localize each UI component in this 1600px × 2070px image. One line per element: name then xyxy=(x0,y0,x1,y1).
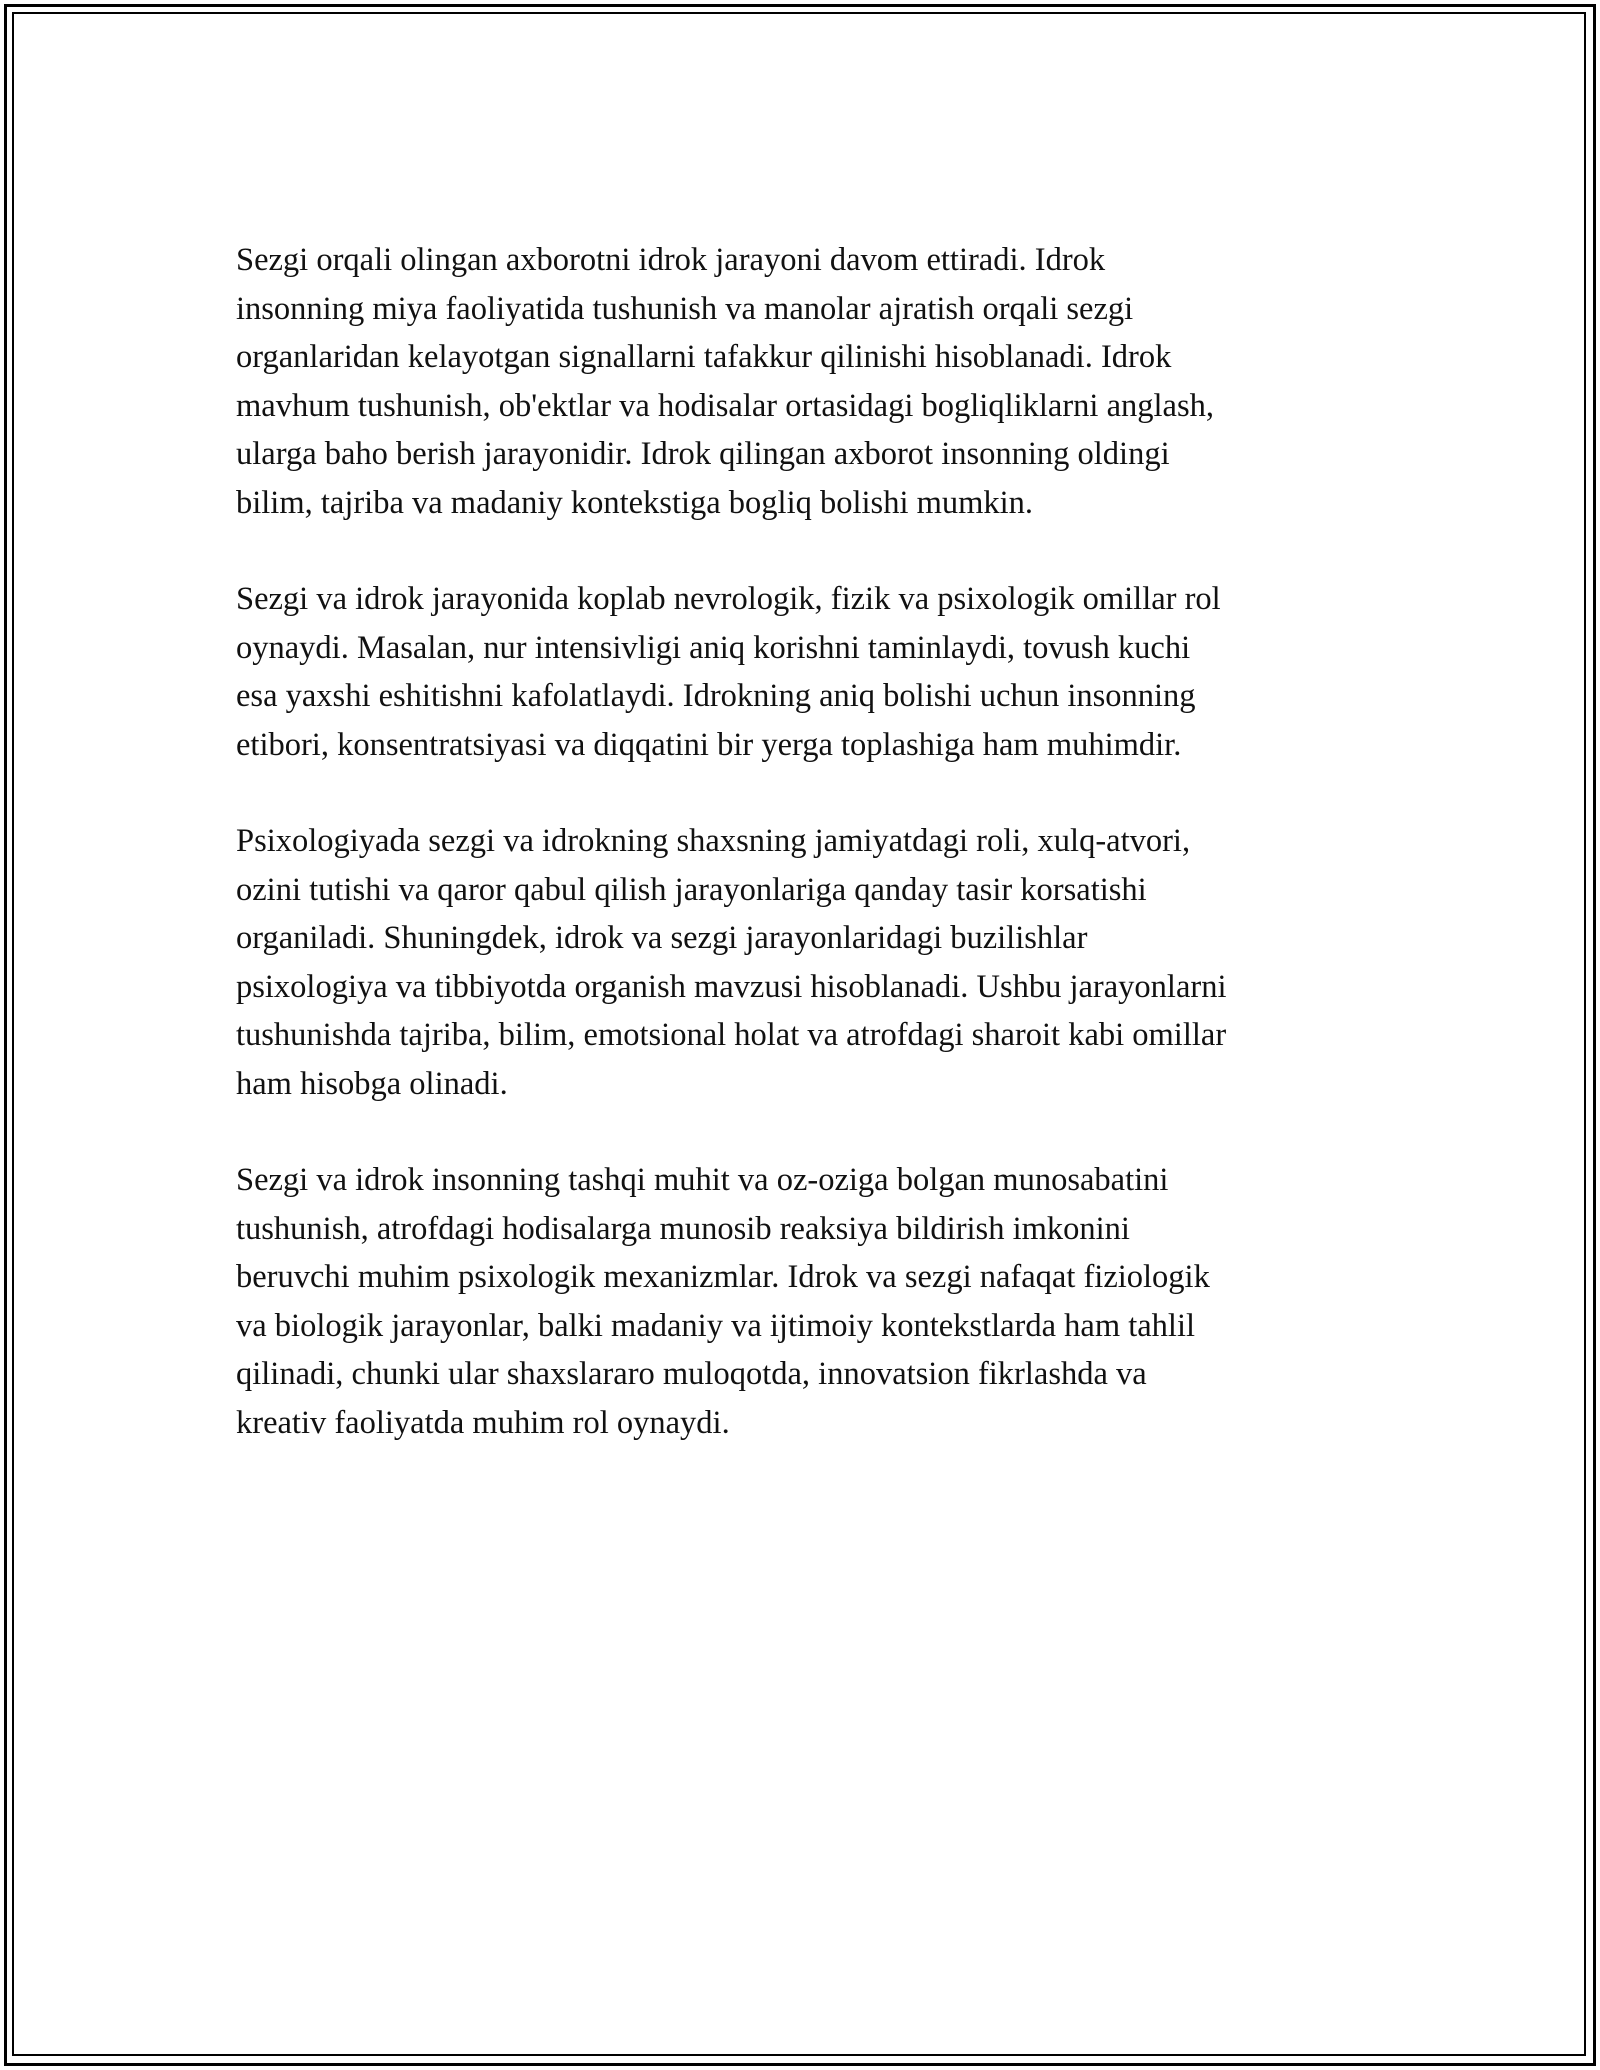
paragraph-1: Sezgi orqali olingan axborotni idrok jarayoni davom ettiradi. Idrok insonning miya faoliyatida tushunish va manolar ajratish orqali sezgi organlaridan kelayotgan signallarni tafakkur qilinishi hisoblanadi. Idrok mavhum tushunish, ob'ektlar va hodisalar ortasidagi bogliqliklarni anglash, ularga baho berish jarayonidir. Idrok qilingan axborot insonning oldingi bilim, tajriba va madaniy kontekstiga bogliq bolishi mumkin. xyxy=(236,242,1214,521)
document-body xyxy=(236,236,1356,1495)
paragraph-2: Sezgi va idrok jarayonida koplab nevrologik, fizik va psixologik omillar rol oynaydi. Masalan, nur intensivligi aniq korishni taminlaydi, tovush kuchi esa yaxshi eshitishni kafolatlaydi. Idrokning aniq bolishi uchun insonning etibori, konsentratsiyasi va diqqatini bir yerga toplashiga ham muhimdir. xyxy=(236,581,1221,763)
paragraph-4: Sezgi va idrok insonning tashqi muhit va oz-oziga bolgan munosabatini tushunish, atrofdagi hodisalarga munosib reaksiya bildirish imkonini beruvchi muhim psixologik mexanizmlar. Idrok va sezgi nafaqat fiziologik va biologik jarayonlar, balki madaniy va ijtimoiy kontekstlarda ham tahlil qilinadi, chunki ular shaxslararo muloqotda, innovatsion fikrlashda va kreativ faoliyatda muhim rol oynaydi. xyxy=(236,1162,1210,1441)
paragraph-3: Psixologiyada sezgi va idrokning shaxsning jamiyatdagi roli, xulq-atvori, ozini tutishi va qaror qabul qilish jarayonlariga qanday tasir korsatishi organiladi. Shuningdek, idrok va sezgi jarayonlaridagi buzilishlar psixologiya va tibbiyotda organish mavzusi hisoblanadi. Ushbu jarayonlarni tushunishda tajriba, bilim, emotsional holat va atrofdagi sharoit kabi omillar ham hisobga olinadi. xyxy=(236,823,1227,1102)
